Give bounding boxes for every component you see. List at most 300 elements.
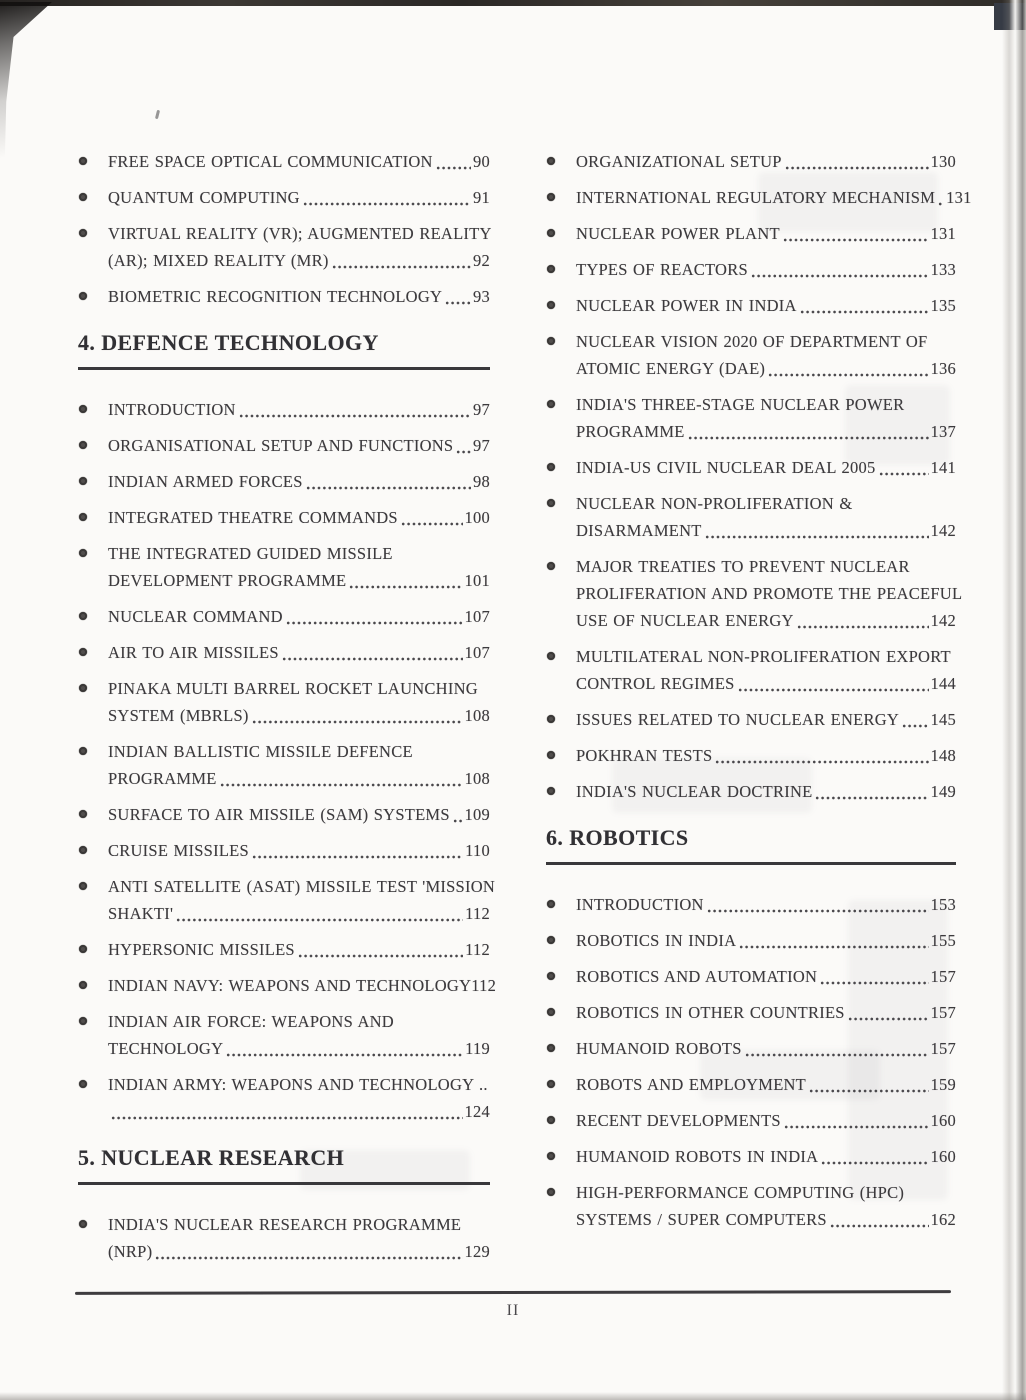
toc-item-title: INTERNATIONAL REGULATORY MECHANISM — [576, 188, 936, 207]
toc-item-title: HUMANOID ROBOTS IN INDIA — [576, 1147, 819, 1166]
dot-leader — [226, 1052, 463, 1058]
page-number: 91 — [473, 188, 490, 207]
bullet-icon — [79, 612, 87, 620]
bullet-icon — [547, 652, 555, 660]
toc-entry — [78, 873, 496, 927]
toc-entry-content — [108, 220, 490, 274]
toc-item-title-line: THE INTEGRATED GUIDED MISSILE — [108, 544, 393, 563]
toc-entry — [546, 1143, 956, 1170]
toc-entry-content — [108, 1008, 490, 1062]
toc-entry — [78, 540, 490, 594]
dot-leader — [239, 413, 471, 419]
bullet-icon — [547, 900, 555, 908]
toc-item-last-line — [576, 148, 956, 175]
toc-entry — [78, 220, 490, 274]
page-number: 129 — [464, 1242, 490, 1261]
toc-item-last-line — [576, 292, 956, 319]
dot-leader — [821, 1160, 928, 1166]
toc-item-title: (AR); MIXED REALITY (MR) — [108, 251, 329, 270]
bullet-icon — [79, 846, 87, 854]
toc-item-title: (NRP) — [108, 1242, 153, 1261]
toc-entry — [78, 801, 490, 828]
page-number: 93 — [473, 287, 490, 306]
toc-entry-content — [576, 220, 956, 247]
toc-entry-content — [576, 1143, 956, 1170]
dot-leader — [155, 1255, 462, 1261]
toc-item-title: QUANTUM COMPUTING — [108, 188, 300, 207]
toc-entry-content — [576, 778, 956, 805]
toc-entry-content — [576, 963, 956, 990]
toc-item-last-line — [108, 247, 490, 274]
toc-entry-content — [108, 432, 490, 459]
toc-entry-content — [108, 801, 490, 828]
page-number: 112 — [471, 976, 497, 995]
section-heading: 5. NUCLEAR RESEARCH — [78, 1145, 490, 1185]
toc-entry — [546, 891, 956, 918]
toc-entry — [546, 1179, 956, 1233]
toc-entry — [546, 256, 956, 283]
toc-item-last-line — [108, 972, 497, 999]
toc-item-last-line — [108, 184, 490, 211]
toc-item-last-line — [576, 220, 956, 247]
toc-entry-content — [108, 675, 490, 729]
bullet-icon — [547, 1116, 555, 1124]
bullet-icon — [547, 751, 555, 759]
toc-item-title: INDIAN NAVY: WEAPONS AND TECHNOLOGY — [108, 976, 472, 995]
toc-entry — [546, 454, 956, 481]
toc-item-title: ISSUES RELATED TO NUCLEAR ENERGY — [576, 710, 900, 729]
scan-edge-right — [1002, 0, 1026, 1400]
toc-column-left — [78, 148, 497, 1274]
toc-entry — [78, 283, 490, 310]
page-number: 92 — [473, 251, 490, 270]
scan-corner-curl — [0, 2, 52, 252]
toc-entry-content — [108, 738, 490, 792]
toc-item-title-line: INDIAN AIR FORCE: WEAPONS AND — [108, 1012, 394, 1031]
page-number: 98 — [473, 472, 490, 491]
toc-item-title-line: HIGH-PERFORMANCE COMPUTING (HPC) — [576, 1183, 905, 1202]
dot-leader — [176, 917, 463, 923]
toc-entry — [546, 328, 956, 382]
dot-leader — [830, 1223, 929, 1229]
toc-entry-content — [108, 1071, 490, 1125]
bullet-icon — [79, 1080, 87, 1088]
dot-leader — [401, 521, 463, 527]
dot-leader — [751, 273, 929, 279]
dot-leader — [282, 656, 463, 662]
dot-leader — [745, 1052, 929, 1058]
toc-item-last-line — [576, 517, 956, 544]
toc-item-title: INTRODUCTION — [108, 400, 236, 419]
toc-item-title: SYSTEM (MBRLS) — [108, 706, 249, 725]
bullet-icon — [79, 1017, 87, 1025]
dot-leader — [111, 1115, 463, 1121]
page-number: 160 — [930, 1147, 956, 1166]
toc-item-last-line — [576, 963, 956, 990]
toc-item-last-line — [108, 1238, 490, 1265]
toc-item-last-line — [576, 1035, 956, 1062]
toc-item-title: PROGRAMME — [108, 769, 217, 788]
toc-entry — [546, 963, 956, 990]
toc-entry — [78, 504, 490, 531]
toc-item-title: ORGANIZATIONAL SETUP — [576, 152, 782, 171]
page-number: 155 — [930, 931, 956, 950]
section-heading: 4. DEFENCE TECHNOLOGY — [78, 330, 490, 370]
dot-leader — [848, 1016, 929, 1022]
page-number: 112 — [465, 940, 490, 959]
toc-item-title-line: NUCLEAR VISION 2020 OF DEPARTMENT OF — [576, 332, 928, 351]
toc-entry — [78, 1008, 490, 1062]
page-number: 159 — [930, 1075, 956, 1094]
toc-item-title: SYSTEMS / SUPER COMPUTERS — [576, 1210, 827, 1229]
toc-item-title: RECENT DEVELOPMENTS — [576, 1111, 781, 1130]
toc-entry — [546, 1107, 956, 1134]
toc-entry-content — [576, 891, 956, 918]
dot-leader — [705, 534, 929, 540]
page-number: 148 — [930, 746, 956, 765]
bullet-icon — [547, 936, 555, 944]
page-number: 97 — [473, 436, 490, 455]
bullet-icon — [79, 477, 87, 485]
dot-leader — [220, 782, 463, 788]
bullet-icon — [547, 1188, 555, 1196]
dot-leader — [349, 584, 462, 590]
toc-entry-content — [576, 706, 956, 733]
toc-entry — [546, 778, 956, 805]
toc-item-title: INTEGRATED THEATRE COMMANDS — [108, 508, 398, 527]
toc-item-last-line — [576, 1107, 956, 1134]
toc-entry — [546, 706, 956, 733]
toc-item-last-line — [108, 432, 490, 459]
toc-item-title-line: NUCLEAR NON-PROLIFERATION & — [576, 494, 853, 513]
toc-entry-content — [576, 927, 956, 954]
bullet-icon — [547, 562, 555, 570]
page-number: 131 — [946, 188, 972, 207]
toc-entry-content — [108, 396, 490, 423]
toc-item-last-line — [576, 778, 956, 805]
page-number: 101 — [464, 571, 490, 590]
bullet-icon — [547, 463, 555, 471]
toc-entry-content — [108, 540, 490, 594]
scan-edge-top — [0, 0, 1026, 6]
scan-edge-bottom — [0, 1392, 1026, 1400]
page-number: 90 — [473, 152, 490, 171]
toc-item-last-line — [108, 900, 490, 927]
bullet-icon — [79, 157, 87, 165]
toc-item-title: HUMANOID ROBOTS — [576, 1039, 742, 1058]
dot-leader — [902, 723, 928, 729]
toc-item-title: CONTROL REGIMES — [576, 674, 735, 693]
dot-leader — [784, 1124, 929, 1130]
page-number: 142 — [930, 611, 956, 630]
toc-entry — [78, 936, 490, 963]
page-number: 112 — [465, 904, 490, 923]
page-number: 157 — [930, 1039, 956, 1058]
bullet-icon — [547, 972, 555, 980]
page-number: 108 — [464, 769, 490, 788]
toc-column-right — [546, 148, 972, 1242]
page-number: 162 — [930, 1210, 956, 1229]
toc-entry — [546, 490, 956, 544]
bullet-icon — [79, 882, 87, 890]
toc-entry-content — [108, 148, 490, 175]
toc-entry — [546, 927, 956, 954]
page-number: 135 — [930, 296, 956, 315]
toc-item-title: PROGRAMME — [576, 422, 685, 441]
toc-item-title-line: INDIAN ARMY: WEAPONS AND TECHNOLOGY .. — [108, 1075, 488, 1094]
bullet-icon — [547, 715, 555, 723]
bullet-icon — [547, 337, 555, 345]
toc-item-last-line — [108, 504, 490, 531]
page-number: 157 — [930, 1003, 956, 1022]
toc-entry-content — [108, 837, 490, 864]
toc-entry-content — [576, 643, 956, 697]
toc-entry — [78, 184, 490, 211]
toc-item-last-line — [576, 706, 956, 733]
page-number: 137 — [930, 422, 956, 441]
page-number: 119 — [465, 1039, 490, 1058]
toc-item-title-line: PROLIFERATION AND PROMOTE THE PEACEFUL — [576, 584, 963, 603]
toc-entry-content — [576, 490, 956, 544]
toc-item-last-line — [108, 468, 490, 495]
dot-leader — [707, 908, 929, 914]
toc-item-title: CRUISE MISSILES — [108, 841, 249, 860]
toc-entry-content — [108, 184, 490, 211]
page-number: 145 — [930, 710, 956, 729]
toc-item-last-line — [576, 891, 956, 918]
page-number: 108 — [464, 706, 490, 725]
bullet-icon — [79, 513, 87, 521]
dot-leader — [436, 165, 471, 171]
page-number: 157 — [930, 967, 956, 986]
page-number: 142 — [930, 521, 956, 540]
page-number: 97 — [473, 400, 490, 419]
bullet-icon — [79, 945, 87, 953]
toc-item-title: SURFACE TO AIR MISSILE (SAM) SYSTEMS — [108, 805, 450, 824]
page-number: 124 — [464, 1102, 490, 1121]
toc-item-title: TYPES OF REACTORS — [576, 260, 748, 279]
toc-entry-content — [576, 553, 963, 634]
dot-leader — [879, 471, 929, 477]
toc-item-title: DISARMAMENT — [576, 521, 702, 540]
dot-leader — [797, 624, 929, 630]
bullet-icon — [547, 193, 555, 201]
toc-item-title: ROBOTICS IN INDIA — [576, 931, 737, 950]
toc-item-title-line: ANTI SATELLITE (ASAT) MISSILE TEST 'MISSION — [108, 877, 496, 896]
toc-entry-content — [576, 1071, 956, 1098]
toc-entry-content — [576, 256, 956, 283]
toc-item-title: INDIA'S NUCLEAR DOCTRINE — [576, 782, 813, 801]
dot-leader — [252, 719, 463, 725]
toc-item-title: ROBOTICS AND AUTOMATION — [576, 967, 818, 986]
toc-item-last-line — [576, 927, 956, 954]
bullet-icon — [79, 981, 87, 989]
toc-item-title: ROBOTS AND EMPLOYMENT — [576, 1075, 807, 1094]
toc-entry-content — [576, 742, 956, 769]
toc-entry — [546, 1071, 956, 1098]
page-number: 160 — [930, 1111, 956, 1130]
toc-entry-content — [108, 504, 490, 531]
toc-entry — [546, 292, 956, 319]
bullet-icon — [79, 549, 87, 557]
toc-item-last-line — [108, 639, 490, 666]
page-number: 130 — [930, 152, 956, 171]
page-number: 107 — [464, 643, 490, 662]
page-number: 149 — [930, 782, 956, 801]
dot-leader — [785, 165, 929, 171]
bullet-icon — [547, 1080, 555, 1088]
toc-entry-content — [576, 184, 972, 211]
footer-rule — [75, 1290, 951, 1294]
toc-entry — [78, 675, 490, 729]
bullet-icon — [79, 292, 87, 300]
dot-leader — [739, 944, 928, 950]
bullet-icon — [547, 229, 555, 237]
bullet-icon — [79, 229, 87, 237]
page-number: 110 — [465, 841, 490, 860]
toc-entry-content — [108, 936, 490, 963]
toc-entry — [78, 603, 490, 630]
toc-item-title-line: INDIA'S THREE-STAGE NUCLEAR POWER — [576, 395, 905, 414]
toc-entry — [78, 1211, 490, 1265]
dot-leader — [938, 201, 944, 207]
bullet-icon — [79, 648, 87, 656]
toc-item-title-line: VIRTUAL REALITY (VR); AUGMENTED REALITY — [108, 224, 492, 243]
toc-item-title: POKHRAN TESTS — [576, 746, 713, 765]
toc-item-title-line: PINAKA MULTI BARREL ROCKET LAUNCHING — [108, 679, 478, 698]
toc-entry-content — [108, 873, 496, 927]
toc-item-title: ATOMIC ENERGY (DAE) — [576, 359, 766, 378]
toc-item-title: NUCLEAR COMMAND — [108, 607, 283, 626]
toc-item-title: ORGANISATIONAL SETUP AND FUNCTIONS — [108, 436, 454, 455]
bullet-icon — [547, 787, 555, 795]
page-number: 133 — [930, 260, 956, 279]
toc-item-title: HYPERSONIC MISSILES — [108, 940, 295, 959]
toc-entry-content — [108, 468, 490, 495]
dot-leader — [453, 818, 463, 824]
toc-entry — [546, 1035, 956, 1062]
toc-entry — [78, 1071, 490, 1125]
toc-entry — [546, 742, 956, 769]
bullet-icon — [79, 747, 87, 755]
dot-leader — [456, 449, 471, 455]
page-number: 107 — [464, 607, 490, 626]
toc-item-title: NUCLEAR POWER IN INDIA — [576, 296, 797, 315]
toc-item-last-line — [576, 355, 956, 382]
dot-leader — [715, 759, 928, 765]
dot-leader — [783, 237, 929, 243]
toc-item-last-line — [576, 184, 972, 211]
toc-entry-content — [576, 1035, 956, 1062]
dot-leader — [445, 300, 471, 306]
footer-page-number: II — [506, 1302, 520, 1319]
toc-item-title: INTRODUCTION — [576, 895, 704, 914]
dot-leader — [800, 309, 929, 315]
toc-item-last-line — [108, 148, 490, 175]
dot-leader — [688, 435, 929, 441]
bullet-icon — [547, 499, 555, 507]
toc-item-last-line — [108, 936, 490, 963]
dot-leader — [306, 485, 471, 491]
toc-item-title: ROBOTICS IN OTHER COUNTRIES — [576, 1003, 845, 1022]
toc-item-last-line — [576, 1206, 956, 1233]
dot-leader — [738, 687, 929, 693]
toc-item-title: USE OF NUCLEAR ENERGY — [576, 611, 794, 630]
toc-entry — [78, 396, 490, 423]
toc-item-title: SHAKTI' — [108, 904, 174, 923]
toc-entry-content — [108, 1211, 490, 1265]
bullet-icon — [79, 193, 87, 201]
dot-leader — [820, 980, 928, 986]
bullet-icon — [547, 1044, 555, 1052]
toc-item-title: BIOMETRIC RECOGNITION TECHNOLOGY — [108, 287, 443, 306]
toc-entry-content — [108, 639, 490, 666]
page-number: 144 — [930, 674, 956, 693]
toc-item-title-line: INDIA'S NUCLEAR RESEARCH PROGRAMME — [108, 1215, 462, 1234]
toc-entry-content — [576, 999, 956, 1026]
bullet-icon — [547, 1152, 555, 1160]
toc-entry-content — [576, 1107, 956, 1134]
toc-item-title-line: INDIAN BALLISTIC MISSILE DEFENCE — [108, 742, 413, 761]
scan-speck — [155, 110, 160, 119]
toc-entry — [546, 391, 956, 445]
toc-entry — [546, 999, 956, 1026]
dot-leader — [298, 953, 463, 959]
toc-entry-content — [576, 292, 956, 319]
dot-leader — [815, 795, 928, 801]
toc-entry — [546, 184, 972, 211]
bullet-icon — [79, 1220, 87, 1228]
bullet-icon — [547, 265, 555, 273]
toc-item-last-line — [576, 999, 956, 1026]
page-number: 153 — [930, 895, 956, 914]
toc-item-title: NUCLEAR POWER PLANT — [576, 224, 780, 243]
toc-entry — [78, 972, 497, 999]
toc-item-last-line — [576, 607, 956, 634]
toc-item-last-line — [576, 256, 956, 283]
toc-item-title: TECHNOLOGY — [108, 1039, 224, 1058]
toc-entry-content — [576, 454, 956, 481]
toc-entry — [78, 432, 490, 459]
toc-entry — [78, 738, 490, 792]
toc-entry-content — [576, 391, 956, 445]
toc-entry — [546, 643, 956, 697]
bullet-icon — [79, 405, 87, 413]
toc-item-title: FREE SPACE OPTICAL COMMUNICATION — [108, 152, 433, 171]
section-heading: 6. ROBOTICS — [546, 825, 956, 865]
toc-item-last-line — [576, 1071, 956, 1098]
toc-item-title-line: MAJOR TREATIES TO PREVENT NUCLEAR — [576, 557, 910, 576]
toc-item-title: AIR TO AIR MISSILES — [108, 643, 279, 662]
toc-item-title: INDIAN ARMED FORCES — [108, 472, 303, 491]
page-number: 109 — [464, 805, 490, 824]
page-number: 100 — [464, 508, 490, 527]
page-number: 141 — [930, 458, 956, 477]
toc-entry — [78, 639, 490, 666]
toc-item-last-line — [108, 283, 490, 310]
toc-item-last-line — [576, 454, 956, 481]
toc-entry — [78, 837, 490, 864]
toc-item-last-line — [108, 801, 490, 828]
toc-item-last-line — [576, 418, 956, 445]
toc-item-last-line — [576, 670, 956, 697]
toc-entry — [546, 553, 963, 634]
dot-leader — [252, 854, 463, 860]
bullet-icon — [547, 1008, 555, 1016]
bullet-icon — [79, 441, 87, 449]
toc-entry-content — [108, 972, 497, 999]
toc-item-last-line — [108, 567, 490, 594]
